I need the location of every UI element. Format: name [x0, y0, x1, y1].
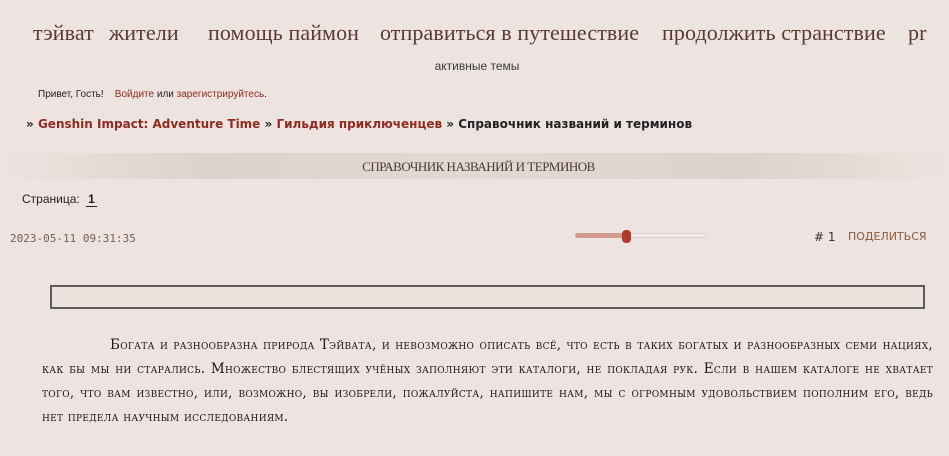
topic-title-bar — [0, 153, 949, 179]
share-link[interactable]: ПОДЕЛИТЬСЯ — [848, 230, 927, 243]
greeting-end: . — [264, 89, 267, 100]
breadcrumb-current: Справочник названий и терминов — [458, 117, 693, 131]
breadcrumb-adventurers-guild[interactable]: Гильдия приключенцев — [276, 117, 443, 131]
breadcrumb-separator: » — [26, 117, 34, 131]
page-number-link[interactable]: 1 — [88, 192, 95, 206]
login-link[interactable]: Войдите — [114, 89, 155, 100]
post-body: Богата и разнообразна природа Тэйвата, и невозможно описать всё, что есть в таких богатых и разнообразных семи нациях, как бы мы ни старались. Множество блестящих учёных заполняют эти каталоги, не покладая рук. Если в нашем каталоге не хватает того, что вам известно, или, возможно, вы изобрели, пожалуйста, напишите нам, мы с огромным удовольствием пополним его, ведь нет предела научным исследованиям. — [42, 337, 933, 425]
post-frame-box — [50, 285, 925, 309]
post-number-link[interactable]: # 1 — [814, 230, 836, 244]
greeting-text: Привет, Гость! — [38, 89, 104, 100]
top-navigation — [0, 20, 949, 52]
nav-item-start-journey[interactable]: отправиться в путешествие — [380, 20, 640, 45]
nav-item-pr[interactable]: pr — [908, 20, 927, 45]
nav-item-continue-wandering[interactable]: продолжить странствие — [662, 20, 886, 45]
breadcrumb-separator: » — [446, 117, 455, 131]
post-date: 2023-05-11 09:31:35 — [10, 232, 136, 245]
breadcrumb-forum-home[interactable]: Genshin Impact: Adventure Time — [37, 117, 261, 131]
nav-item-paimon-help[interactable]: помощь паймон — [208, 20, 360, 45]
slider-handle[interactable] — [622, 230, 631, 243]
pagination-label: Страница: — [22, 192, 80, 206]
active-topics-link[interactable]: активные темы — [434, 59, 520, 73]
post-slider[interactable] — [575, 230, 707, 242]
slider-fill — [575, 233, 627, 238]
topic-title: СПРАВОЧНИК НАЗВАНИЙ И ТЕРМИНОВ — [362, 159, 595, 174]
breadcrumb-separator: » — [264, 117, 273, 131]
nav-item-teyvat[interactable]: тэйват — [33, 20, 94, 45]
nav-item-residents[interactable]: жители — [109, 20, 179, 45]
greeting — [38, 89, 267, 100]
greeting-or: или — [156, 89, 174, 100]
pagination — [22, 192, 97, 206]
breadcrumb — [26, 117, 692, 131]
register-link[interactable]: зарегистрируйтесь — [176, 89, 265, 100]
